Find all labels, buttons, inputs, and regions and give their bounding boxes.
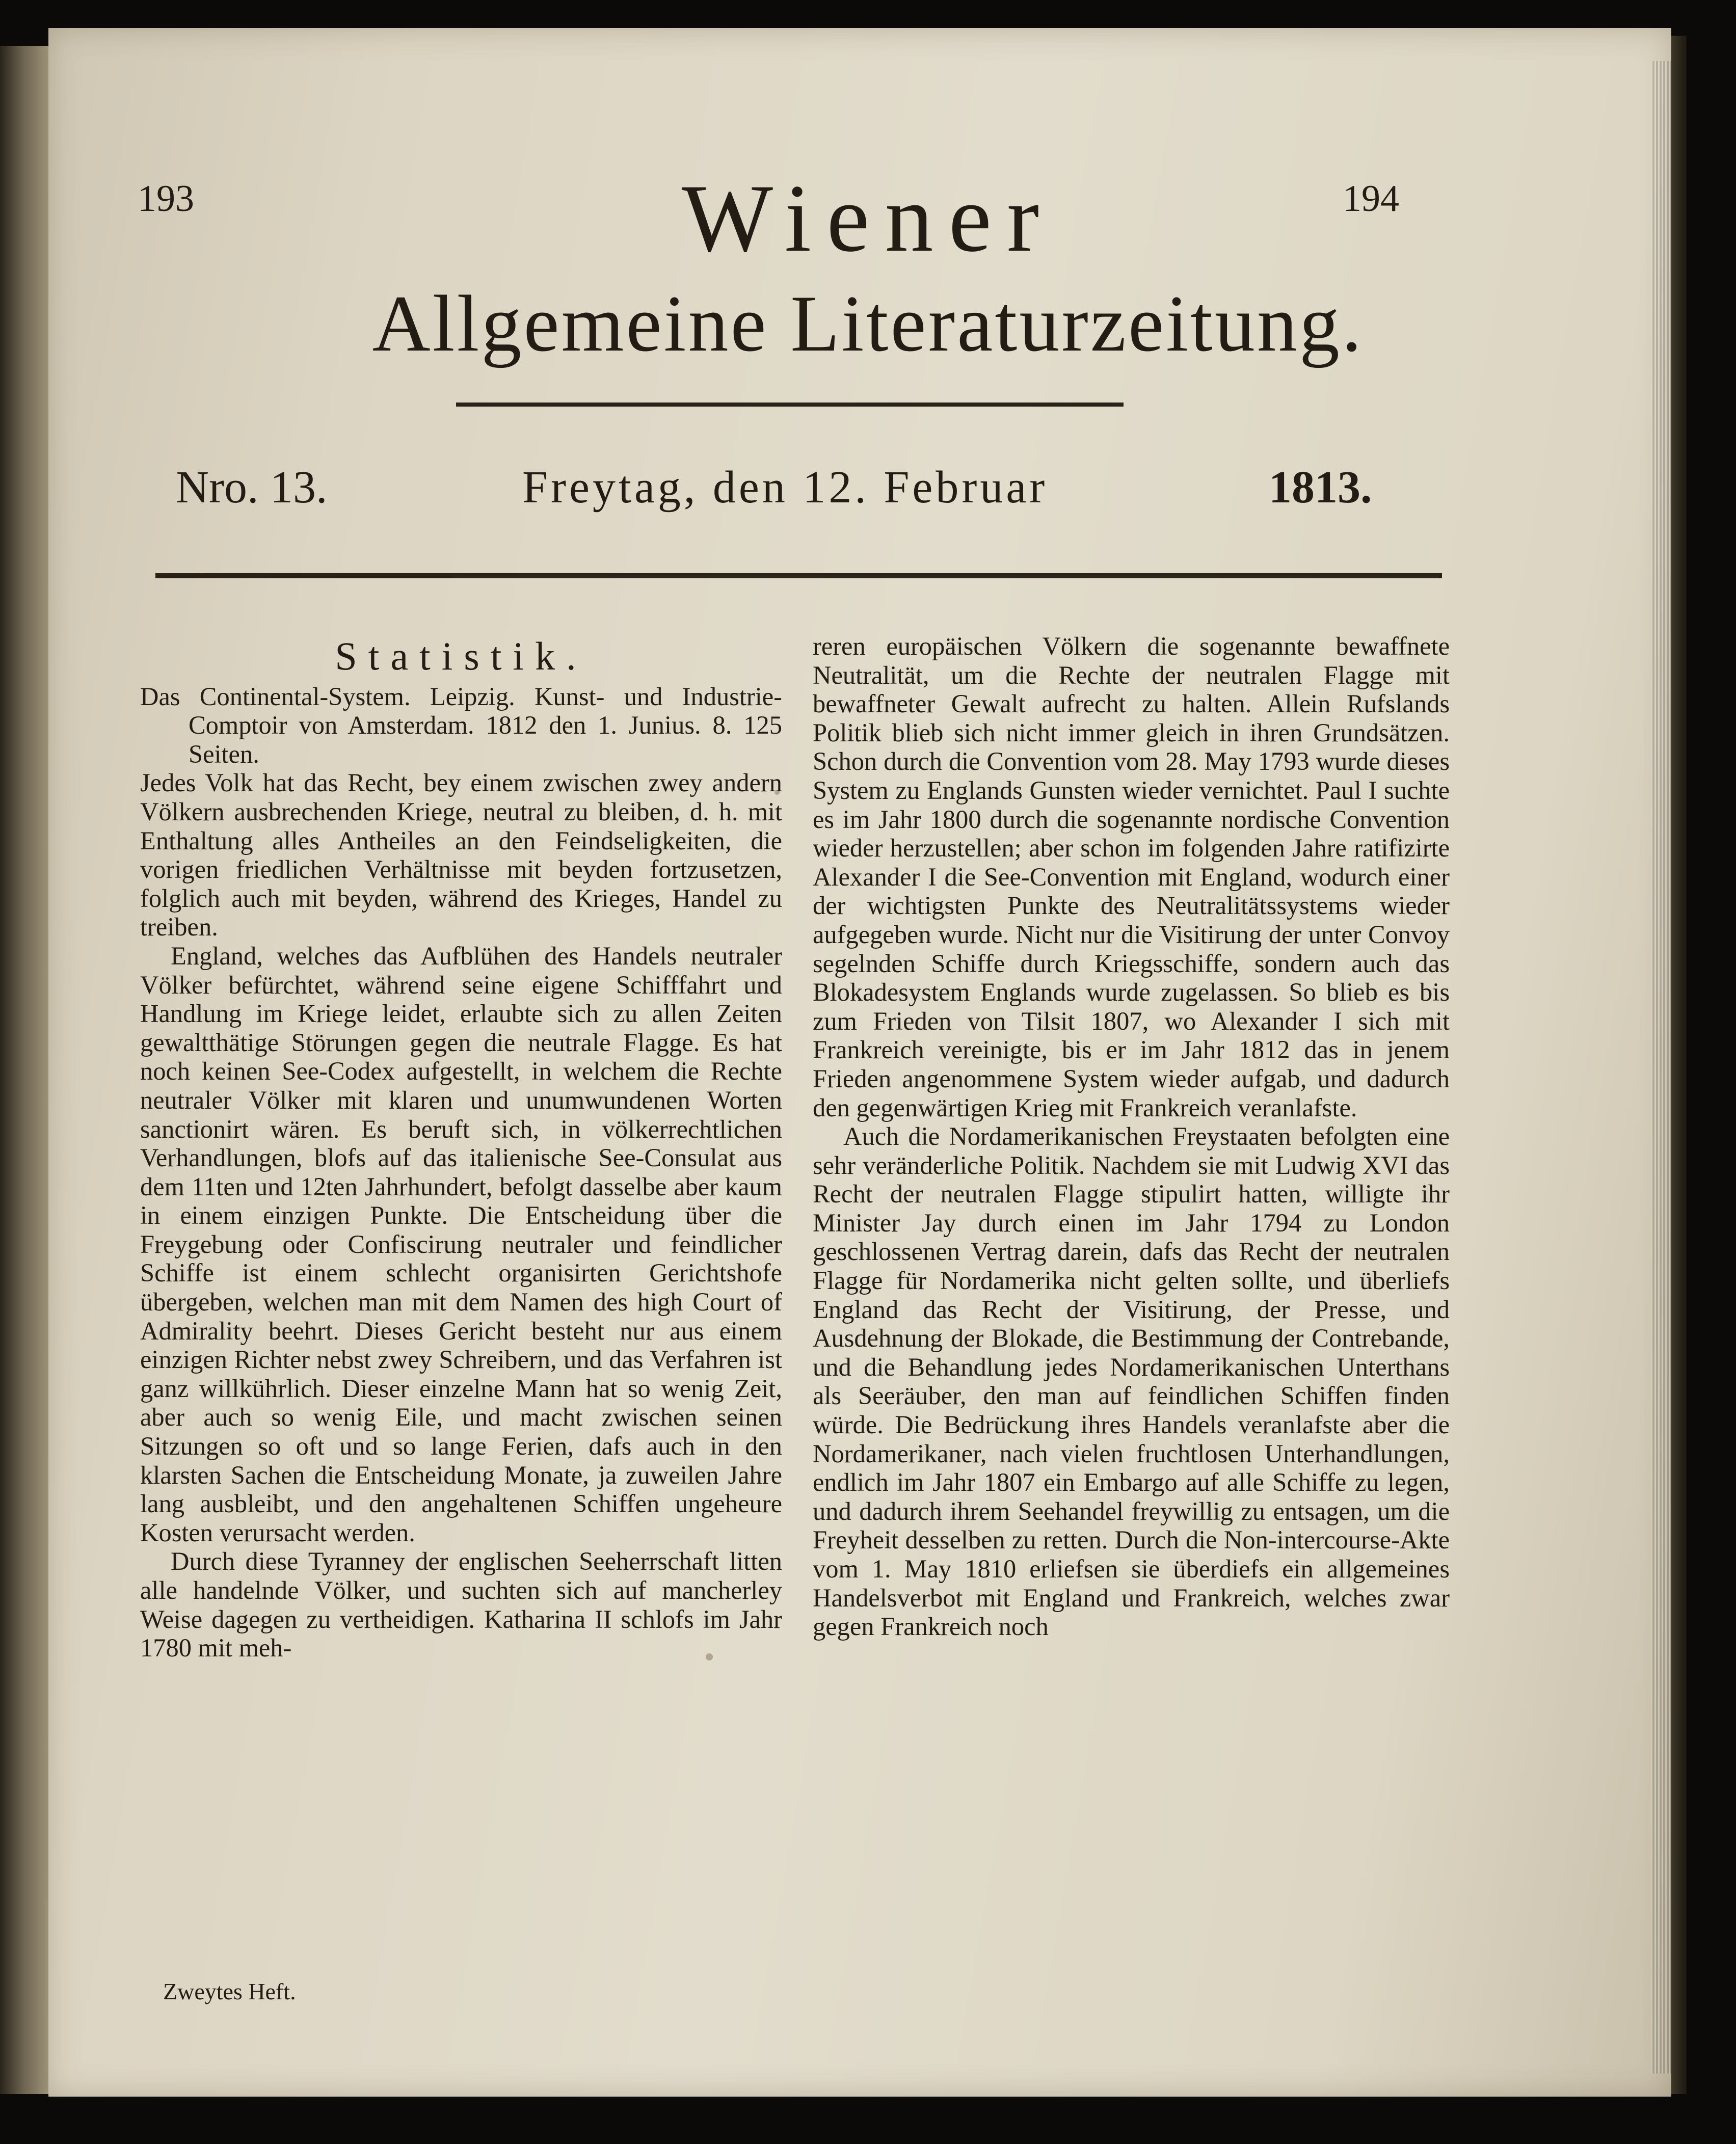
- review-heading: Das Continental-System. Leipzig. Kunst- und Industrie-Comptoir von Amsterdam. 1812 den 1. Junius. 8. 125 Seiten.: [140, 682, 782, 768]
- paragraph: Auch die Nordamerikanischen Freystaaten befolgten eine sehr veränderliche Politik. Nachdem sie mit Ludwig XVI das Recht der neutralen Flagge stipulirt hatten, willigte ihr Minister Jay durch einen im Jahr 1794 zu London geschlossenen Vertrag darein, dafs das Recht der neutralen Flagge für Nordamerika nicht gelten sollte, und überliefs England das Recht der Visitirung, der Presse, und Ausdehnung der Blokade, die Bestimmung der Contrebande, und die Behandlung jedes Nordamerikanischen Unterthans als Seeräuber, den man auf feindlichen Schiffen finden würde. Die Bedrückung ihres Handels veranlafste aber die Nordamerikaner, nach vielen fruchtlosen Unterhandlungen, endlich im Jahr 1807 ein Embargo auf alle Schiffe zu legen, und dadurch ihrem Seehandel freywillig zu entsagen, um die Freyheit desselben zu retten. Durch die Non-intercourse-Akte vom 1. May 1810 erliefsen sie überdiefs ein allgemeines Handelsverbot mit England und Frankreich, welches zwar gegen Frankreich noch: [813, 1122, 1450, 1641]
- masthead-title-literaturzeitung: Allgemeine Literaturzeitung.: [372, 279, 1364, 368]
- column-right: [813, 632, 1450, 1641]
- page-number-left: 193: [138, 178, 194, 220]
- issue-year: 1813.: [1269, 462, 1372, 513]
- section-title: Statistik.: [335, 634, 587, 678]
- dateline-rule: [155, 573, 1442, 578]
- column-left: [140, 632, 782, 1663]
- masthead-title-wiener: Wiener: [681, 165, 1055, 272]
- paragraph: Durch diese Tyranney der englischen Seeherrschaft litten alle handelnde Völker, und suchten sich auf mancherley Weise dagegen zu vertheidigen. Katharina II schlofs im Jahr 1780 mit meh-: [140, 1547, 782, 1663]
- masthead-rule: [456, 403, 1124, 407]
- signature-mark: Zweytes Heft.: [163, 1978, 296, 2004]
- paragraph: Jedes Volk hat das Recht, bey einem zwischen zwey andern Völkern ausbrechenden Kriege, neutral zu bleiben, d. h. mit Enthaltung alles Antheiles an den Feindseligkeiten, die vorigen friedlichen Verhältnisse mit beyden fortzusetzen, folglich auch mit beyden, während des Krieges, Handel zu treiben.: [140, 768, 782, 942]
- paragraph: England, welches das Aufblühen des Handels neutraler Völker befürchtet, während seine eigene Schifffahrt und Handlung im Kriege leidet, erlaubte sich zu allen Zeiten gewaltthätige Störungen gegen die neutrale Flagge. Es hat noch keinen See-Codex aufgestellt, in welchem die Rechte neutraler Völker mit klaren und unumwundenen Worten sanctionirt wären. Es beruft sich, in völkerrechtlichen Verhandlungen, blofs auf das italienische See-Consulat aus dem 11ten und 12ten Jahrhundert, befolgt dasselbe aber kaum in einem einzigen Punkte. Die Entscheidung über die Freygebung oder Confiscirung neutraler und feindlicher Schiffe ist einem schlecht organisirten Gerichtshofe übergeben, welchen man mit dem Namen des high Court of Admirality beehrt. Dieses Gericht besteht nur aus einem einzigen Richter nebst zwey Schreibern, und das Verfahren ist ganz willkührlich. Dieser einzelne Mann hat so wenig Zeit, aber auch so wenig Eile, und macht zwischen seinen Sitzungen so oft und so lange Ferien, dafs auch in den klarsten Sachen die Entscheidung Monate, ja zuweilen Jahre lang ausbleibt, und den angehaltenen Schiffen ungeheure Kosten verursacht werden.: [140, 941, 782, 1547]
- issue-date: Freytag, den 12. Februar: [522, 462, 1048, 513]
- page-number-right: 194: [1343, 178, 1399, 220]
- paragraph: reren europäischen Völkern die sogenannte bewaffnete Neutralität, um die Rechte der neutralen Flagge mit bewaffneter Gewalt aufrecht zu halten. Allein Rufslands Politik blieb sich nicht immer gleich in ihren Grundsätzen. Schon durch die Convention vom 28. May 1793 wurde dieses System zu Englands Gunsten wieder vernichtet. Paul I suchte es im Jahr 1800 durch die sogenannte nordische Convention wieder herzustellen; aber schon im folgenden Jahre ratifizirte Alexander I die See-Convention mit England, wodurch einer der wichtigsten Punkte des Neutralitätssystems wieder aufgegeben wurde. Nicht nur die Visitirung der unter Convoy segelnden Schiffe durch Kriegsschiffe, sondern auch das Blokadesystem Englands wurde zugelassen. So blieb es bis zum Frieden von Tilsit 1807, wo Alexander I sich mit Frankreich vereinigte, bis er im Jahr 1812 das in jenem Frieden angenommene System wieder aufgab, und dadurch den gegenwärtigen Krieg mit Frankreich veranlafste.: [813, 632, 1450, 1122]
- issue-number: Nro. 13.: [176, 462, 328, 513]
